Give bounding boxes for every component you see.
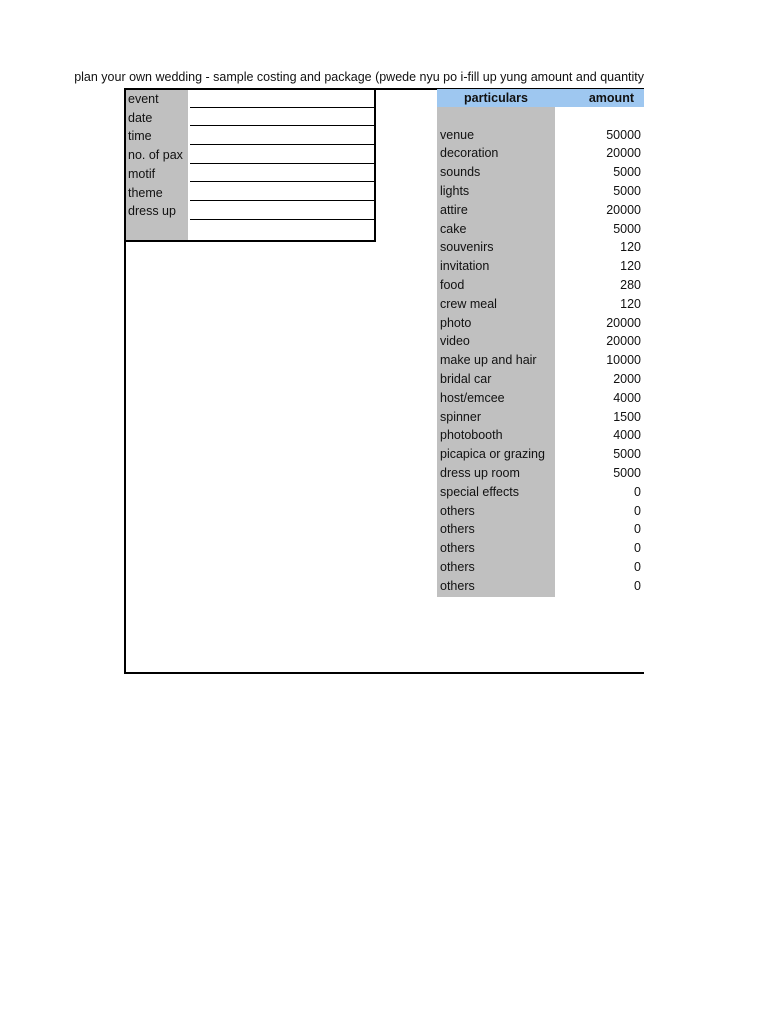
- particular-name: venue: [440, 127, 475, 142]
- costing-header: [437, 89, 644, 107]
- costing-row[interactable]: [437, 577, 641, 596]
- amount-header: amount: [588, 91, 634, 105]
- costing-row[interactable]: [437, 220, 641, 239]
- particular-amount[interactable]: 5000: [613, 183, 641, 198]
- particular-amount[interactable]: 0: [634, 541, 641, 556]
- particular-amount[interactable]: 20000: [606, 315, 641, 330]
- particular-name: photobooth: [440, 428, 503, 443]
- particular-name: decoration: [440, 146, 499, 161]
- event-label: event: [128, 92, 159, 106]
- particular-amount[interactable]: 0: [634, 559, 641, 574]
- date-label: date: [128, 110, 153, 125]
- particular-amount[interactable]: 0: [634, 522, 641, 537]
- costing-row[interactable]: [437, 520, 641, 539]
- particular-name: make up and hair: [440, 353, 537, 368]
- particular-amount[interactable]: 4000: [613, 390, 641, 405]
- dress-up-value-line[interactable]: [190, 219, 374, 220]
- particular-amount[interactable]: 5000: [613, 221, 641, 236]
- event-info-row-theme[interactable]: [126, 184, 374, 203]
- costing-row[interactable]: [437, 295, 641, 314]
- particular-amount[interactable]: 5000: [613, 447, 641, 462]
- costing-row[interactable]: [437, 163, 641, 182]
- particular-amount[interactable]: 50000: [606, 127, 641, 142]
- particular-amount[interactable]: 20000: [606, 202, 641, 217]
- particular-name: others: [440, 503, 475, 518]
- particular-amount[interactable]: 5000: [613, 465, 641, 480]
- particular-amount[interactable]: 120: [620, 296, 641, 311]
- particular-name: others: [440, 541, 475, 556]
- particular-amount[interactable]: 2000: [613, 371, 641, 386]
- particular-name: sounds: [440, 165, 481, 180]
- time-value-line[interactable]: [190, 144, 374, 145]
- particular-amount[interactable]: 4000: [613, 428, 641, 443]
- particular-amount[interactable]: 120: [620, 259, 641, 274]
- particular-name: others: [440, 578, 475, 593]
- dress-up-label: dress up: [128, 204, 176, 219]
- particular-amount[interactable]: 1500: [613, 409, 641, 424]
- particular-name: invitation: [440, 259, 490, 274]
- event-info-row-date[interactable]: [126, 109, 374, 128]
- particular-amount[interactable]: 10000: [606, 353, 641, 368]
- costing-row[interactable]: [437, 558, 641, 577]
- costing-row[interactable]: [437, 332, 641, 351]
- pax-value-line[interactable]: [190, 163, 374, 164]
- particular-name: food: [440, 277, 465, 292]
- costing-row[interactable]: [437, 370, 641, 389]
- particular-name: attire: [440, 202, 468, 217]
- particular-amount[interactable]: 0: [634, 578, 641, 593]
- costing-row[interactable]: [437, 502, 641, 521]
- particular-name: crew meal: [440, 296, 497, 311]
- costing-row[interactable]: [437, 314, 641, 333]
- particular-name: spinner: [440, 409, 481, 424]
- particular-name: special effects: [440, 484, 519, 499]
- costing-row[interactable]: [437, 464, 641, 483]
- frame-bottom-border: [124, 672, 644, 674]
- particular-name: host/emcee: [440, 390, 505, 405]
- sheet-title: plan your own wedding - sample costing and package (pwede nyu po i-fill up yung amount and quantity: [74, 70, 644, 84]
- particular-amount[interactable]: 0: [634, 484, 641, 499]
- event-info-row-pax[interactable]: [126, 146, 374, 165]
- event-info-row-event[interactable]: [126, 90, 374, 109]
- time-label: time: [128, 129, 152, 144]
- particular-amount[interactable]: 20000: [606, 334, 641, 349]
- event-info-box: [124, 88, 376, 242]
- costing-row[interactable]: [437, 351, 641, 370]
- particular-amount[interactable]: 0: [634, 503, 641, 518]
- costing-row[interactable]: [437, 389, 641, 408]
- costing-row[interactable]: [437, 238, 641, 257]
- particular-amount[interactable]: 120: [620, 240, 641, 255]
- costing-row[interactable]: [437, 257, 641, 276]
- motif-value-line[interactable]: [190, 181, 374, 182]
- costing-row[interactable]: [437, 126, 641, 145]
- costing-row[interactable]: [437, 201, 641, 220]
- costing-row[interactable]: [437, 539, 641, 558]
- date-value-line[interactable]: [190, 125, 374, 126]
- particular-name: lights: [440, 183, 470, 198]
- particular-name: picapica or grazing: [440, 447, 545, 462]
- pax-label: no. of pax: [128, 148, 183, 163]
- particular-name: others: [440, 522, 475, 537]
- particulars-header: particulars: [464, 91, 528, 105]
- particular-name: bridal car: [440, 371, 492, 386]
- particular-name: dress up room: [440, 465, 520, 480]
- costing-row[interactable]: [437, 408, 641, 427]
- particular-name: photo: [440, 315, 472, 330]
- particular-name: souvenirs: [440, 240, 494, 255]
- theme-value-line[interactable]: [190, 200, 374, 201]
- particular-name: video: [440, 334, 470, 349]
- costing-row[interactable]: [437, 426, 641, 445]
- costing-row[interactable]: [437, 483, 641, 502]
- theme-label: theme: [128, 185, 163, 200]
- motif-label: motif: [128, 166, 156, 181]
- event-info-row-time[interactable]: [126, 127, 374, 146]
- particular-amount[interactable]: 20000: [606, 146, 641, 161]
- event-value-line[interactable]: [190, 107, 374, 108]
- particular-name: others: [440, 559, 475, 574]
- particular-amount[interactable]: 5000: [613, 165, 641, 180]
- costing-row[interactable]: [437, 445, 641, 464]
- costing-row[interactable]: [437, 182, 641, 201]
- event-info-row-motif[interactable]: [126, 165, 374, 184]
- particular-name: cake: [440, 221, 467, 236]
- event-info-row-dress-up[interactable]: [126, 202, 374, 221]
- costing-row[interactable]: [437, 144, 641, 163]
- particular-amount[interactable]: 280: [620, 277, 641, 292]
- costing-row[interactable]: [437, 276, 641, 295]
